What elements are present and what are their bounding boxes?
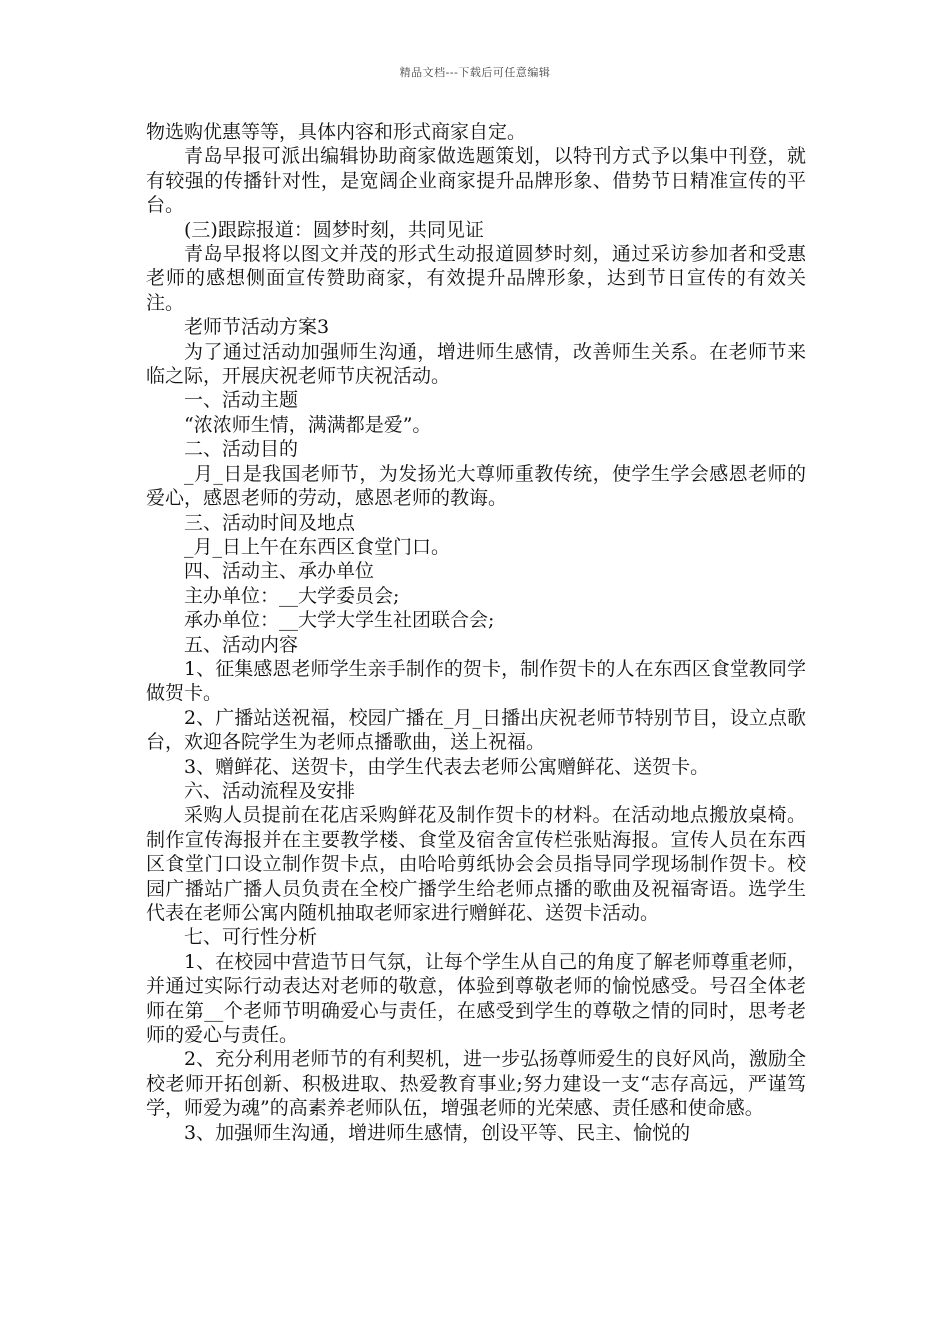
- paragraph: _月_日是我国老师节，为发扬光大尊师重教传统，使学生学会感恩老师的爱心，感恩老师的劳动，感恩老师的教诲。: [146, 462, 806, 510]
- paragraph: 主办单位：__大学委员会;: [184, 584, 400, 607]
- page-header: 精品文档---下载后可任意编辑: [399, 66, 551, 79]
- section-heading: 七、可行性分析: [184, 926, 318, 949]
- paragraph: 采购人员提前在花店采购鲜花及制作贺卡的材料。在活动地点搬放桌椅。制作宣传海报并在主要教学楼、食堂及宿舍宣传栏张贴海报。宣传人员在东西区食堂门口设立制作贺卡点，由哈哈剪纸协会会员指导同学现场制作贺卡。校园广播站广播人员负责在全校广播学生给老师点播的歌曲及祝福寄语。选学生代表在老师公寓内随机抽取老师家进行赠鲜花、送贺卡活动。: [146, 804, 806, 924]
- list-item: 1、征集感恩老师学生亲手制作的贺卡，制作贺卡的人在东西区食堂教同学做贺卡。: [146, 657, 806, 705]
- paragraph: _月_日上午在东西区食堂门口。: [184, 535, 451, 558]
- paragraph: “浓浓师生情，满满都是爱”。: [184, 413, 432, 436]
- section-heading: 三、活动时间及地点: [184, 511, 356, 534]
- list-item: 3、加强师生沟通，增进师生感情，创设平等、民主、愉悦的: [184, 1121, 691, 1144]
- paragraph: 物选购优惠等等，具体内容和形式商家自定。: [146, 121, 527, 143]
- paragraph: 青岛早报将以图文并茂的形式生动报道圆梦时刻，通过采访参加者和受惠老师的感想侧面宣传赞助商家，有效提升品牌形象，达到节日宣传的有效关注。: [146, 243, 806, 314]
- paragraph: 青岛早报可派出编辑协助商家做选题策划，以特刊方式予以集中刊登，就有较强的传播针对性，是宽阔企业商家提升品牌形象、借势节日精准宣传的平台。: [146, 145, 806, 217]
- list-item: 2、充分利用老师节的有利契机，进一步弘扬尊师爱生的良好风尚，激励全校老师开拓创新、积极进取、热爱教育事业;努力建设一支“志存高远，严谨笃学，师爱为魂”的高素养老师队伍，增强老师的光荣感、责任感和使命感。: [146, 1048, 806, 1120]
- section-title: 老师节活动方案3: [184, 316, 330, 339]
- section-heading: (三)跟踪报道：圆梦时刻，共同见证: [184, 218, 484, 241]
- section-heading: 五、活动内容: [184, 633, 299, 656]
- list-item: 1、在校园中营造节日气氛，让每个学生从自己的角度了解老师尊重老师，并通过实际行动表达对老师的敬意，体验到尊敬老师的愉悦感受。号召全体老师在第__个老师节明确爱心与责任，在感受到学生的尊敬之情的同时，思考老师的爱心与责任。: [146, 950, 806, 1047]
- list-item: 2、广播站送祝福，校园广播在_月_日播出庆祝老师节特别节目，设立点歌台，欢迎各院学生为老师点播歌曲，送上祝福。: [146, 706, 806, 754]
- section-heading: 二、活动目的: [184, 438, 299, 461]
- section-heading: 四、活动主、承办单位: [184, 560, 375, 583]
- list-item: 3、赠鲜花、送贺卡，由学生代表去老师公寓赠鲜花、送贺卡。: [184, 755, 710, 778]
- section-heading: 一、活动主题: [184, 389, 299, 412]
- paragraph: 承办单位：__大学大学生社团联合会;: [184, 609, 495, 632]
- section-heading: 六、活动流程及安排: [184, 779, 356, 802]
- paragraph: 为了通过活动加强师生沟通，增进师生感情，改善师生关系。在老师节来临之际，开展庆祝老师节庆祝活动。: [146, 340, 806, 388]
- document-body: [146, 120, 806, 1145]
